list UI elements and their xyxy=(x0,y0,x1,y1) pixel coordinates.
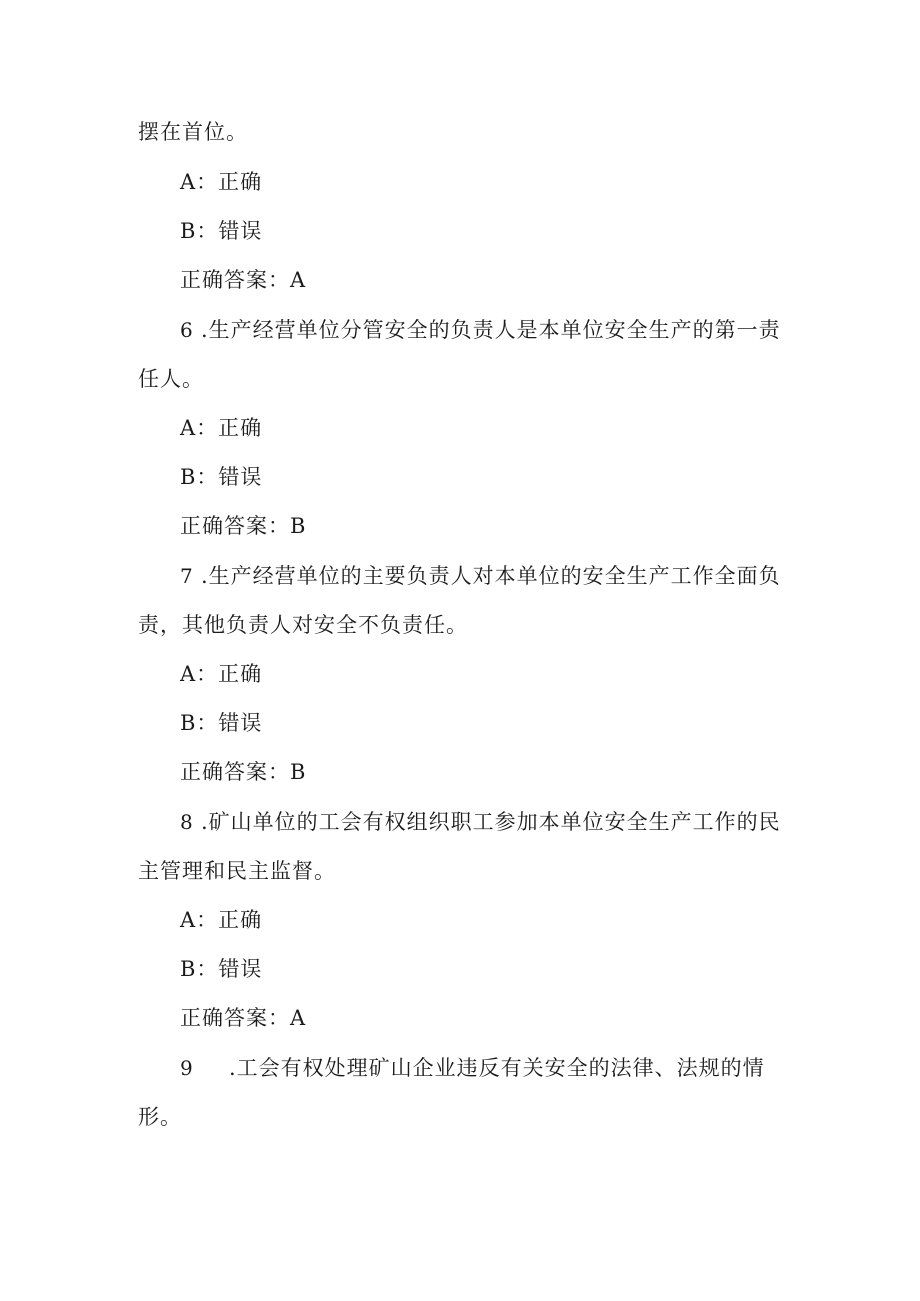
question-5-option-a: A：正确 xyxy=(180,170,263,194)
question-7-answer: 正确答案：B xyxy=(180,760,307,784)
question-8-text-line2: 主管理和民主监督。 xyxy=(138,859,336,883)
question-6-option-a: A：正确 xyxy=(180,416,263,440)
question-7-text-line2: 责，其他负责人对安全不负责任。 xyxy=(138,613,468,637)
question-7-number: 7 xyxy=(180,564,193,588)
question-7-option-a: A：正确 xyxy=(180,662,263,686)
question-8-number: 8 xyxy=(180,810,193,834)
question-8-answer: 正确答案：A xyxy=(180,1006,307,1030)
question-7-option-b: B：错误 xyxy=(180,711,263,735)
question-6-answer: 正确答案：B xyxy=(180,514,307,538)
question-5-continuation: 摆在首位。 xyxy=(138,120,248,144)
question-9-text-line1: .工会有权处理矿山企业违反有关安全的法律、法规的情 xyxy=(229,1056,765,1080)
question-9-text-line2: 形。 xyxy=(138,1105,182,1129)
question-5-answer: 正确答案：A xyxy=(180,268,307,292)
question-8-text-line1: .矿山单位的工会有权组织职工参加本单位安全生产工作的民 xyxy=(201,810,781,834)
question-6-number: 6 xyxy=(180,318,193,342)
question-6-option-b: B：错误 xyxy=(180,465,263,489)
question-6-text-line1: .生产经营单位分管安全的负责人是本单位安全生产的第一责 xyxy=(201,318,781,342)
question-9-number: 9 xyxy=(180,1056,193,1080)
question-8-option-a: A：正确 xyxy=(180,908,263,932)
question-5-option-b: B：错误 xyxy=(180,219,263,243)
question-7-text-line1: .生产经营单位的主要负责人对本单位的安全生产工作全面负 xyxy=(201,564,781,588)
question-8-option-b: B：错误 xyxy=(180,957,263,981)
question-6-text-line2: 任人。 xyxy=(138,367,204,391)
